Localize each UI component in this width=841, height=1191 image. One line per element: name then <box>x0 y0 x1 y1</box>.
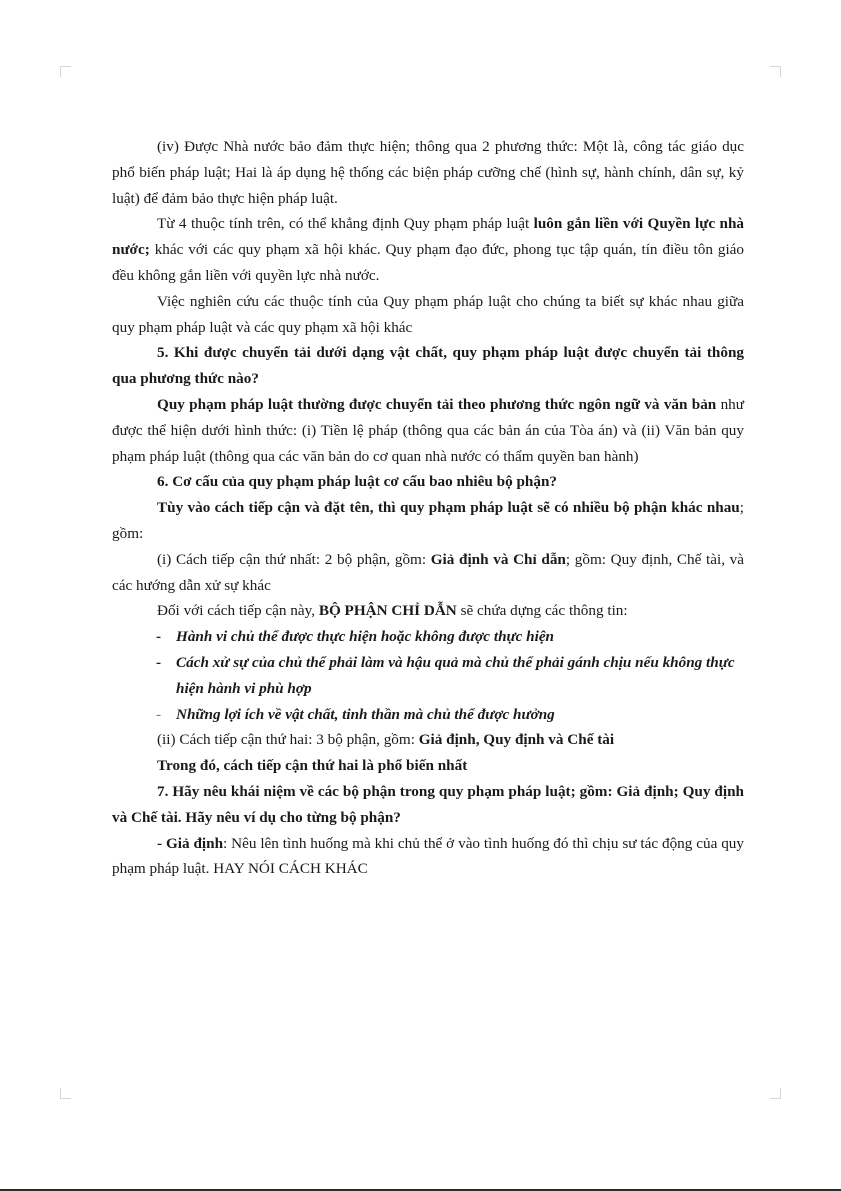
paragraph-text: như được thể hiện dưới hình thức: (i) Tiền lệ pháp (thông qua các bản án của Tòa án) và (ii) Văn bản quy phạm pháp luật (thông qua các văn bản do cơ quan nhà nước có thẩm quyền ban hành) <box>112 395 745 465</box>
paragraph-text: Trong đó, cách tiếp cận thứ hai là phổ biến nhất <box>157 757 468 775</box>
bullet-text: Những lợi ích về vật chất, tinh thần mà chủ thể được hưởng <box>176 705 555 723</box>
question-text: 5. Khi được chuyển tải dưới dạng vật chất, quy phạm pháp luật được chuyển tải thông qua phương thức nào? <box>112 344 744 388</box>
list-item <box>156 624 744 650</box>
bold-emphasis: Giả định, Quy định và Chế tài <box>418 731 615 749</box>
bold-emphasis: Giả định và Chỉ dẫn <box>430 550 566 568</box>
paragraph-text: ; gồm: Quy định, Chế tài, và các hướng dẫn xử sự khác <box>112 550 745 594</box>
paragraph-text: Từ 4 thuộc tính trên, có thể khẳng định Quy phạm pháp luật <box>157 215 534 233</box>
answer-6 <box>112 495 744 547</box>
paragraph-state-power <box>112 211 744 288</box>
list-item <box>156 650 744 702</box>
paragraph-text: Đối với cách tiếp cận này, <box>157 602 319 620</box>
bullet-text: Hành vi chủ thể được thực hiện hoặc không được thực hiện <box>176 628 555 646</box>
paragraph-text: (ii) Cách tiếp cận thứ hai: 3 bộ phận, gồm: <box>157 731 419 749</box>
bold-emphasis: Quy phạm pháp luật thường được chuyển tải theo phương thức ngôn ngữ và văn bản <box>157 395 717 413</box>
bold-emphasis: luôn gắn liền với Quyền lực nhà nước; <box>112 215 744 259</box>
paragraph-research <box>112 289 744 341</box>
scan-corner-mark <box>770 1088 781 1099</box>
bullet-dash: - <box>156 628 162 646</box>
bold-emphasis: BỘ PHẬN CHỈ DẪN <box>318 602 457 620</box>
paragraph-enforcement <box>112 134 744 211</box>
scan-corner-mark <box>60 1088 71 1099</box>
question-7-heading <box>112 779 744 831</box>
bold-emphasis: - Giả định <box>157 834 224 852</box>
question-text: 6. Cơ cấu của quy phạm pháp luật cơ cấu bao nhiêu bộ phận? <box>157 473 557 491</box>
approach-1 <box>112 547 744 599</box>
paragraph-text: khác với các quy phạm xã hội khác. Quy phạm đạo đức, phong tục tập quán, tín điều tôn giáo đều không gắn liền với quyền lực nhà nước. <box>112 241 744 284</box>
list-item <box>156 702 744 728</box>
approach-1-detail <box>112 598 744 624</box>
guidance-bullet-list <box>112 624 744 727</box>
document-body <box>112 134 744 882</box>
paragraph-text: (i) Cách tiếp cận thứ nhất: 2 bộ phận, gồm: <box>157 550 431 568</box>
approach-2 <box>112 727 744 753</box>
paragraph-text: Việc nghiên cứu các thuộc tính của Quy phạm pháp luật cho chúng ta biết sự khác nhau giữa quy phạm pháp luật và các quy phạm xã hội khác <box>112 292 744 336</box>
scan-corner-mark <box>60 66 71 77</box>
bold-emphasis: Tùy vào cách tiếp cận và đặt tên, thì quy phạm pháp luật sẽ có nhiều bộ phận khác nhau <box>157 499 740 517</box>
bullet-text: Cách xử sự của chủ thể phải làm và hậu quả mà chủ thể phải gánh chịu nếu không thực hiện hành vi phù hợp <box>176 653 735 697</box>
approach-2-note <box>112 753 744 779</box>
question-text: 7. Hãy nêu khái niệm về các bộ phận trong quy phạm pháp luật; gồm: Giả định; Quy định và Chế tài. Hãy nêu ví dụ cho từng bộ phận? <box>112 782 744 826</box>
scan-corner-mark <box>770 66 781 77</box>
question-5-heading <box>112 340 744 392</box>
question-6-heading <box>112 469 744 495</box>
bullet-dash: - <box>156 653 162 671</box>
paragraph-text: ; gồm: <box>112 499 744 542</box>
answer-5 <box>112 392 744 469</box>
paragraph-text: : Nêu lên tình huống mà khi chủ thể ở vào tình huống đó thì chịu sư tác động của quy phạm pháp luật. HAY NÓI CÁCH KHÁC <box>112 834 744 878</box>
paragraph-text: (iv) Được Nhà nước bảo đảm thực hiện; thông qua 2 phương thức: Một là, công tác giáo dục phổ biến pháp luật; Hai là áp dụng hệ thống các biện pháp cưỡng chế (hình sự, hành chính, dân sự, kỷ luật) để đảm bảo thực hiện pháp luật. <box>112 138 744 207</box>
bullet-dash: - <box>156 705 162 723</box>
answer-7 <box>112 831 744 883</box>
paragraph-text: sẽ chứa dựng các thông tin: <box>456 602 628 620</box>
